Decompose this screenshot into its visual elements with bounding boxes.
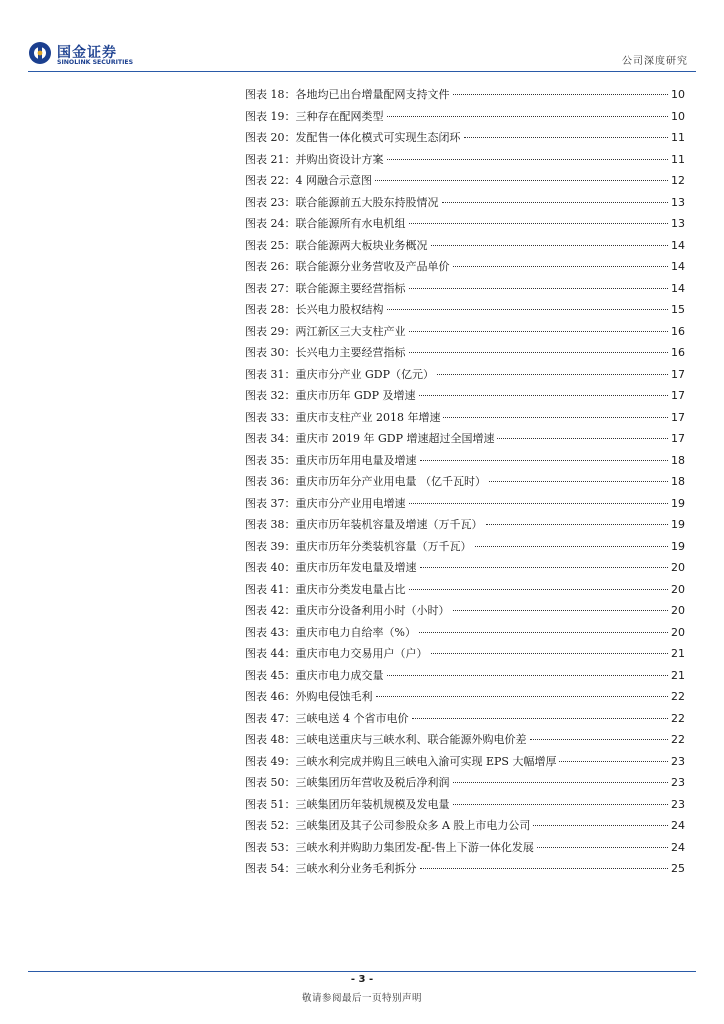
- toc-entry-title: 图表 34：重庆市 2019 年 GDP 增速超过全国增速: [245, 432, 495, 445]
- toc-entry-page: 20: [671, 604, 685, 617]
- toc-entry[interactable]: [245, 108, 685, 130]
- toc-entry[interactable]: [245, 860, 685, 882]
- toc-entry[interactable]: [245, 129, 685, 151]
- toc-dot-leader: [409, 223, 669, 224]
- toc-entry-title: 图表 37：重庆市分产业用电增速: [245, 496, 406, 510]
- toc-entry-page: 17: [671, 367, 685, 381]
- toc-entry[interactable]: [245, 366, 685, 388]
- toc-entry-title: 图表 18：各地均已出台增量配网支持文件: [245, 88, 450, 101]
- toc-entry-page: 10: [671, 88, 685, 101]
- toc-dot-leader: [409, 288, 669, 289]
- toc-dot-leader: [464, 137, 669, 138]
- toc-entry-page: 24: [671, 840, 685, 854]
- toc-entry-page: 17: [671, 432, 685, 445]
- toc-entry-title: 图表 46：外购电侵蚀毛利: [245, 690, 373, 703]
- toc-dot-leader: [420, 460, 669, 461]
- toc-entry[interactable]: [245, 452, 685, 474]
- toc-entry-page: 22: [671, 733, 685, 746]
- logo-chinese-name: 国金证券: [57, 45, 117, 61]
- toc-entry[interactable]: [245, 344, 685, 366]
- toc-entry[interactable]: [245, 753, 685, 775]
- toc-entry-page: 12: [671, 174, 685, 187]
- toc-entry-title: 图表 32：重庆市历年 GDP 及增速: [245, 389, 416, 402]
- toc-entry-page: 19: [671, 518, 685, 531]
- header-divider: [28, 71, 696, 72]
- toc-entry-title: 图表 48：三峡电送重庆与三峡水利、联合能源外购电价差: [245, 733, 527, 746]
- toc-entry[interactable]: [245, 710, 685, 732]
- toc-dot-leader: [376, 696, 669, 697]
- toc-dot-leader: [497, 438, 668, 439]
- toc-entry-page: 17: [671, 410, 685, 424]
- toc-entry[interactable]: [245, 151, 685, 173]
- toc-dot-leader: [475, 546, 669, 547]
- toc-entry[interactable]: [245, 581, 685, 603]
- toc-entry-page: 20: [671, 582, 685, 596]
- toc-entry[interactable]: [245, 387, 685, 409]
- toc-dot-leader: [419, 632, 668, 633]
- toc-dot-leader: [453, 94, 669, 95]
- toc-dot-leader: [420, 567, 669, 568]
- report-type-label: 公司深度研究: [622, 56, 688, 67]
- toc-dot-leader: [412, 718, 669, 719]
- toc-entry-title: 图表 23：联合能源前五大股东持股情况: [245, 195, 439, 209]
- toc-entry-page: 25: [671, 862, 685, 875]
- toc-entry-page: 19: [671, 496, 685, 510]
- toc-entry[interactable]: [245, 559, 685, 581]
- toc-entry-page: 23: [671, 776, 685, 789]
- toc-entry[interactable]: [245, 237, 685, 259]
- toc-dot-leader: [489, 481, 668, 482]
- toc-entry-page: 22: [671, 711, 685, 725]
- toc-entry-title: 图表 33：重庆市支柱产业 2018 年增速: [245, 410, 441, 424]
- toc-dot-leader: [453, 266, 669, 267]
- toc-entry-title: 图表 51：三峡集团历年装机规模及发电量: [245, 797, 450, 811]
- toc-dot-leader: [559, 761, 668, 762]
- toc-entry[interactable]: [245, 409, 685, 431]
- toc-dot-leader: [387, 116, 669, 117]
- page-header: [0, 0, 724, 78]
- toc-entry-page: 14: [671, 238, 685, 252]
- toc-entry-title: 图表 19：三种存在配网类型: [245, 109, 384, 123]
- toc-dot-leader: [443, 417, 668, 418]
- toc-entry-page: 19: [671, 539, 685, 553]
- toc-entry[interactable]: [245, 280, 685, 302]
- toc-entry-title: 图表 27：联合能源主要经营指标: [245, 281, 406, 295]
- logo-english-name: SINOLINK SECURITIES: [57, 59, 134, 66]
- toc-entry-title: 图表 39：重庆市历年分类装机容量（万千瓦）: [245, 539, 472, 553]
- toc-entry-page: 20: [671, 625, 685, 639]
- toc-dot-leader: [409, 352, 669, 353]
- toc-entry-page: 11: [671, 131, 685, 144]
- toc-entry-page: 17: [671, 389, 685, 402]
- toc-dot-leader: [420, 868, 669, 869]
- toc-entry[interactable]: [245, 602, 685, 624]
- toc-entry-page: 21: [671, 647, 685, 660]
- toc-entry-title: 图表 53：三峡水利并购助力集团发-配-售上下游一体化发展: [245, 840, 534, 854]
- toc-entry-title: 图表 20：发配售一体化模式可实现生态闭环: [245, 131, 461, 144]
- toc-entry[interactable]: [245, 495, 685, 517]
- toc-entry[interactable]: [245, 796, 685, 818]
- toc-entry-title: 图表 50：三峡集团历年营收及税后净利润: [245, 776, 450, 789]
- toc-entry-page: 16: [671, 346, 685, 359]
- toc-entry-title: 图表 25：联合能源两大板块业务概况: [245, 238, 428, 252]
- toc-entry-title: 图表 41：重庆市分类发电量占比: [245, 582, 406, 596]
- toc-dot-leader: [431, 245, 669, 246]
- toc-entry-page: 14: [671, 260, 685, 273]
- disclaimer-note: 敬请参阅最后一页特别声明: [301, 993, 422, 1004]
- toc-dot-leader: [453, 610, 669, 611]
- toc-entry-title: 图表 49：三峡水利完成并购且三峡电入渝可实现 EPS 大幅增厚: [245, 754, 557, 768]
- toc-entry-page: 18: [671, 475, 685, 488]
- toc-entry-title: 图表 26：联合能源分业务营收及产品单价: [245, 260, 450, 273]
- toc-dot-leader: [375, 180, 668, 181]
- toc-dot-leader: [442, 202, 669, 203]
- toc-dot-leader: [437, 374, 668, 375]
- toc-entry-title: 图表 36：重庆市历年分产业用电量 （亿千瓦时）: [245, 475, 486, 488]
- toc-entry-page: 20: [671, 561, 685, 574]
- toc-entry[interactable]: [245, 301, 685, 323]
- toc-entry-title: 图表 44：重庆市电力交易用户（户）: [245, 647, 428, 660]
- footer-divider: [28, 971, 696, 972]
- toc-entry[interactable]: [245, 624, 685, 646]
- toc-entry-page: 23: [671, 754, 685, 768]
- toc-entry[interactable]: [245, 774, 685, 796]
- toc-entry[interactable]: [245, 473, 685, 495]
- toc-entry[interactable]: [245, 731, 685, 753]
- toc-entry[interactable]: [245, 839, 685, 861]
- toc-entry[interactable]: [245, 172, 685, 194]
- toc-dot-leader: [537, 847, 668, 848]
- toc-dot-leader: [453, 804, 669, 805]
- toc-entry-title: 图表 45：重庆市电力成交量: [245, 668, 384, 682]
- toc-entry[interactable]: [245, 323, 685, 345]
- toc-entry-title: 图表 54：三峡水利分业务毛利拆分: [245, 862, 417, 875]
- toc-dot-leader: [387, 309, 669, 310]
- toc-dot-leader: [387, 159, 669, 160]
- toc-entry[interactable]: [245, 215, 685, 237]
- toc-dot-leader: [419, 395, 669, 396]
- toc-entry-title: 图表 47：三峡电送 4 个省市电价: [245, 711, 409, 725]
- logo-emblem-icon: [28, 41, 52, 65]
- toc-dot-leader: [409, 331, 669, 332]
- toc-entry-title: 图表 24：联合能源所有水电机组: [245, 217, 406, 230]
- toc-dot-leader: [387, 675, 669, 676]
- toc-entry-page: 13: [671, 195, 685, 209]
- toc-entry[interactable]: [245, 86, 685, 108]
- toc-entry-page: 22: [671, 690, 685, 703]
- toc-entry-title: 图表 42：重庆市分设备利用小时（小时）: [245, 604, 450, 617]
- toc-entry[interactable]: [245, 538, 685, 560]
- toc-entry-title: 图表 21：并购出资设计方案: [245, 152, 384, 166]
- figure-index-list: [245, 86, 685, 882]
- toc-entry[interactable]: [245, 258, 685, 280]
- toc-entry-title: 图表 28：长兴电力股权结构: [245, 303, 384, 316]
- toc-entry-title: 图表 35：重庆市历年用电量及增速: [245, 453, 417, 467]
- toc-entry-page: 18: [671, 453, 685, 467]
- toc-entry[interactable]: [245, 194, 685, 216]
- toc-entry-title: 图表 43：重庆市电力自给率（%）: [245, 625, 416, 639]
- toc-dot-leader: [530, 739, 669, 740]
- toc-entry-page: 15: [671, 303, 685, 316]
- toc-entry-title: 图表 52：三峡集团及其子公司参股众多 A 股上市电力公司: [245, 819, 531, 832]
- page-number: - 3 -: [350, 974, 374, 985]
- toc-dot-leader: [409, 503, 669, 504]
- toc-entry-page: 24: [671, 819, 685, 832]
- toc-entry-title: 图表 38：重庆市历年装机容量及增速（万千瓦）: [245, 518, 483, 531]
- toc-dot-leader: [453, 782, 669, 783]
- toc-entry-page: 23: [671, 797, 685, 811]
- toc-entry[interactable]: [245, 645, 685, 667]
- toc-entry[interactable]: [245, 817, 685, 839]
- toc-dot-leader: [486, 524, 669, 525]
- toc-dot-leader: [409, 589, 669, 590]
- toc-entry[interactable]: [245, 688, 685, 710]
- toc-entry-title: 图表 22：4 网融合示意图: [245, 174, 372, 187]
- toc-entry-title: 图表 30：长兴电力主要经营指标: [245, 346, 406, 359]
- toc-entry[interactable]: [245, 430, 685, 452]
- toc-entry-page: 14: [671, 281, 685, 295]
- toc-entry[interactable]: [245, 667, 685, 689]
- toc-dot-leader: [431, 653, 669, 654]
- company-logo: [28, 41, 138, 69]
- toc-entry[interactable]: [245, 516, 685, 538]
- toc-entry-page: 11: [671, 152, 685, 166]
- toc-entry-title: 图表 29：两江新区三大支柱产业: [245, 324, 406, 338]
- toc-entry-page: 13: [671, 217, 685, 230]
- toc-entry-page: 16: [671, 324, 685, 338]
- toc-entry-page: 21: [671, 668, 685, 682]
- toc-dot-leader: [533, 825, 668, 826]
- toc-entry-title: 图表 31：重庆市分产业 GDP（亿元）: [245, 367, 434, 381]
- toc-entry-page: 10: [671, 109, 685, 123]
- toc-entry-title: 图表 40：重庆市历年发电量及增速: [245, 561, 417, 574]
